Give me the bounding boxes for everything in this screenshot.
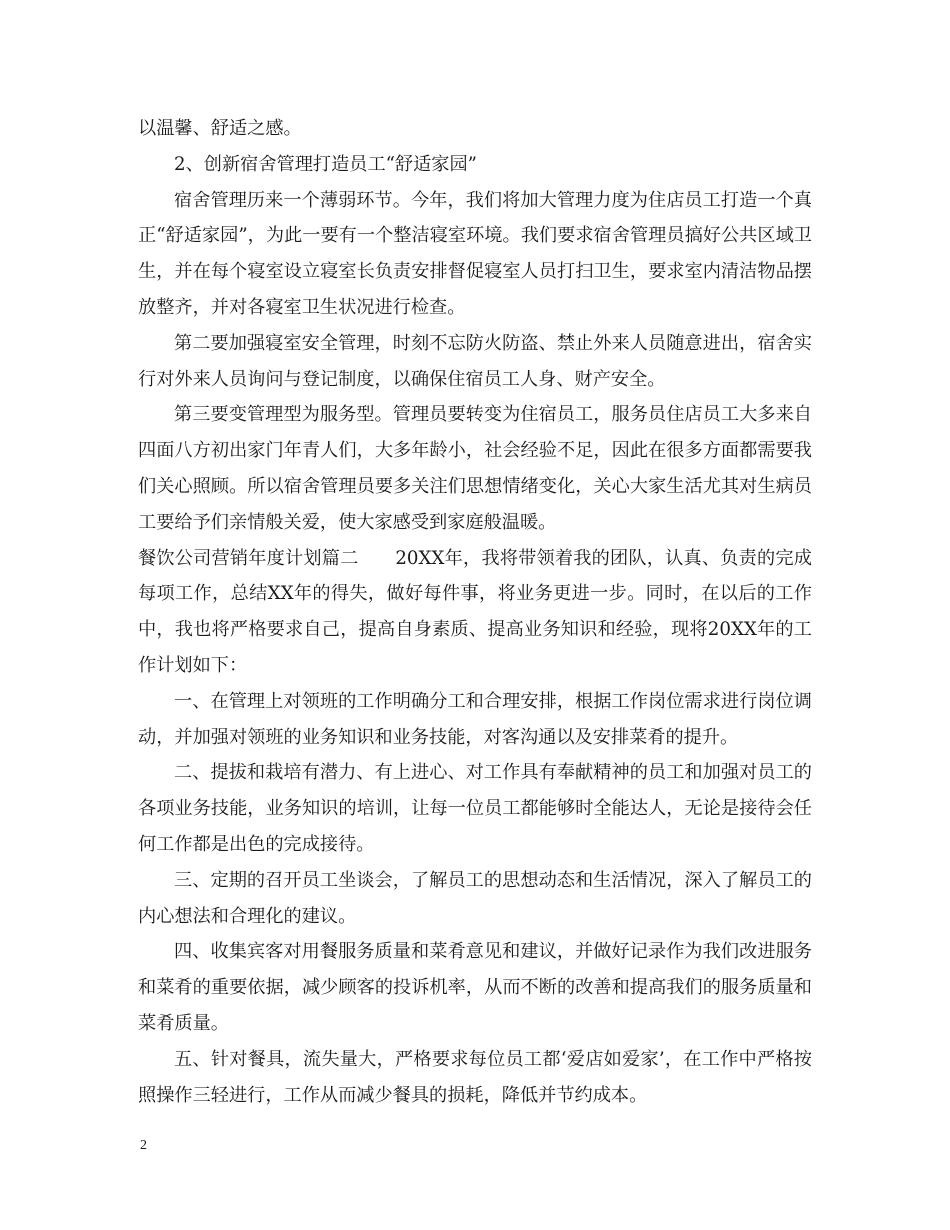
paragraph: 2、创新宿舍管理打造员工“舒适家园” <box>174 153 477 175</box>
paragraph: 以温馨、舒适之感。 <box>138 118 302 139</box>
paragraph: 第二要加强寝室安全管理，时刻不忘防火防盗、禁止外来人员随意进出，宿舍实行对外来人员询问与登记制度，以确保住宿员工人身、财产安全。 <box>138 332 812 390</box>
page-number: 2 <box>140 1138 147 1153</box>
paragraph: 五、针对餐具，流失量大，严格要求每位员工都‘爱店如爱家’，在工作中严格按照操作三轻进行，工作从而减少餐具的损耗，降低并节约成本。 <box>138 1048 812 1106</box>
body-text <box>138 111 812 1113</box>
paragraph: 二、提拔和栽培有潜力、有上进心、对工作具有奉献精神的员工和加强对员工的各项业务技能，业务知识的培训，让每一位员工都能够时全能达人，无论是接待会任何工作都是出色的完成接待。 <box>138 762 812 855</box>
paragraph: 一、在管理上对领班的工作明确分工和合理安排，根据工作岗位需求进行岗位调动，并加强对领班的业务知识和业务技能，对客沟通以及安排菜肴的提升。 <box>138 690 812 748</box>
paragraph: 三、定期的召开员工坐谈会，了解员工的思想动态和生活情况，深入了解员工的内心想法和合理化的建议。 <box>138 869 812 927</box>
paragraph: 四、收集宾客对用餐服务质量和菜肴意见和建议，并做好记录作为我们改进服务和菜肴的重要依据，减少顾客的投诉机率，从而不断的改善和提高我们的服务质量和菜肴质量。 <box>138 941 812 1034</box>
paragraph: 餐饮公司营销年度计划篇二 20XX年，我将带领着我的团队，认真、负责的完成每项工作，总结XX年的得失，做好每件事，将业务更进一步。同时，在以后的工作中，我也将严格要求自己，提高自身素质、提高业务知识和经验，现将20XX年的工作计划如下： <box>138 547 812 676</box>
paragraph: 宿舍管理历来一个薄弱环节。今年，我们将加大管理力度为住店员工打造一个真正“舒适家园”，为此一要有一个整洁寝室环境。我们要求宿舍管理员搞好公共区域卫生，并在每个寝室设立寝室长负责安排督促寝室人员打扫卫生，要求室内清洁物品摆放整齐，并对各寝室卫生状况进行检查。 <box>138 189 812 318</box>
paragraph: 第三要变管理型为服务型。管理员要转变为住宿员工，服务员住店员工大多来自四面八方初出家门年青人们，大多年龄小，社会经验不足，因此在很多方面都需要我们关心照顾。所以宿舍管理员要多关注们思想情绪变化，关心大家生活尤其对生病员工要给予们亲情般关爱，使大家感受到家庭般温暖。 <box>138 404 812 533</box>
